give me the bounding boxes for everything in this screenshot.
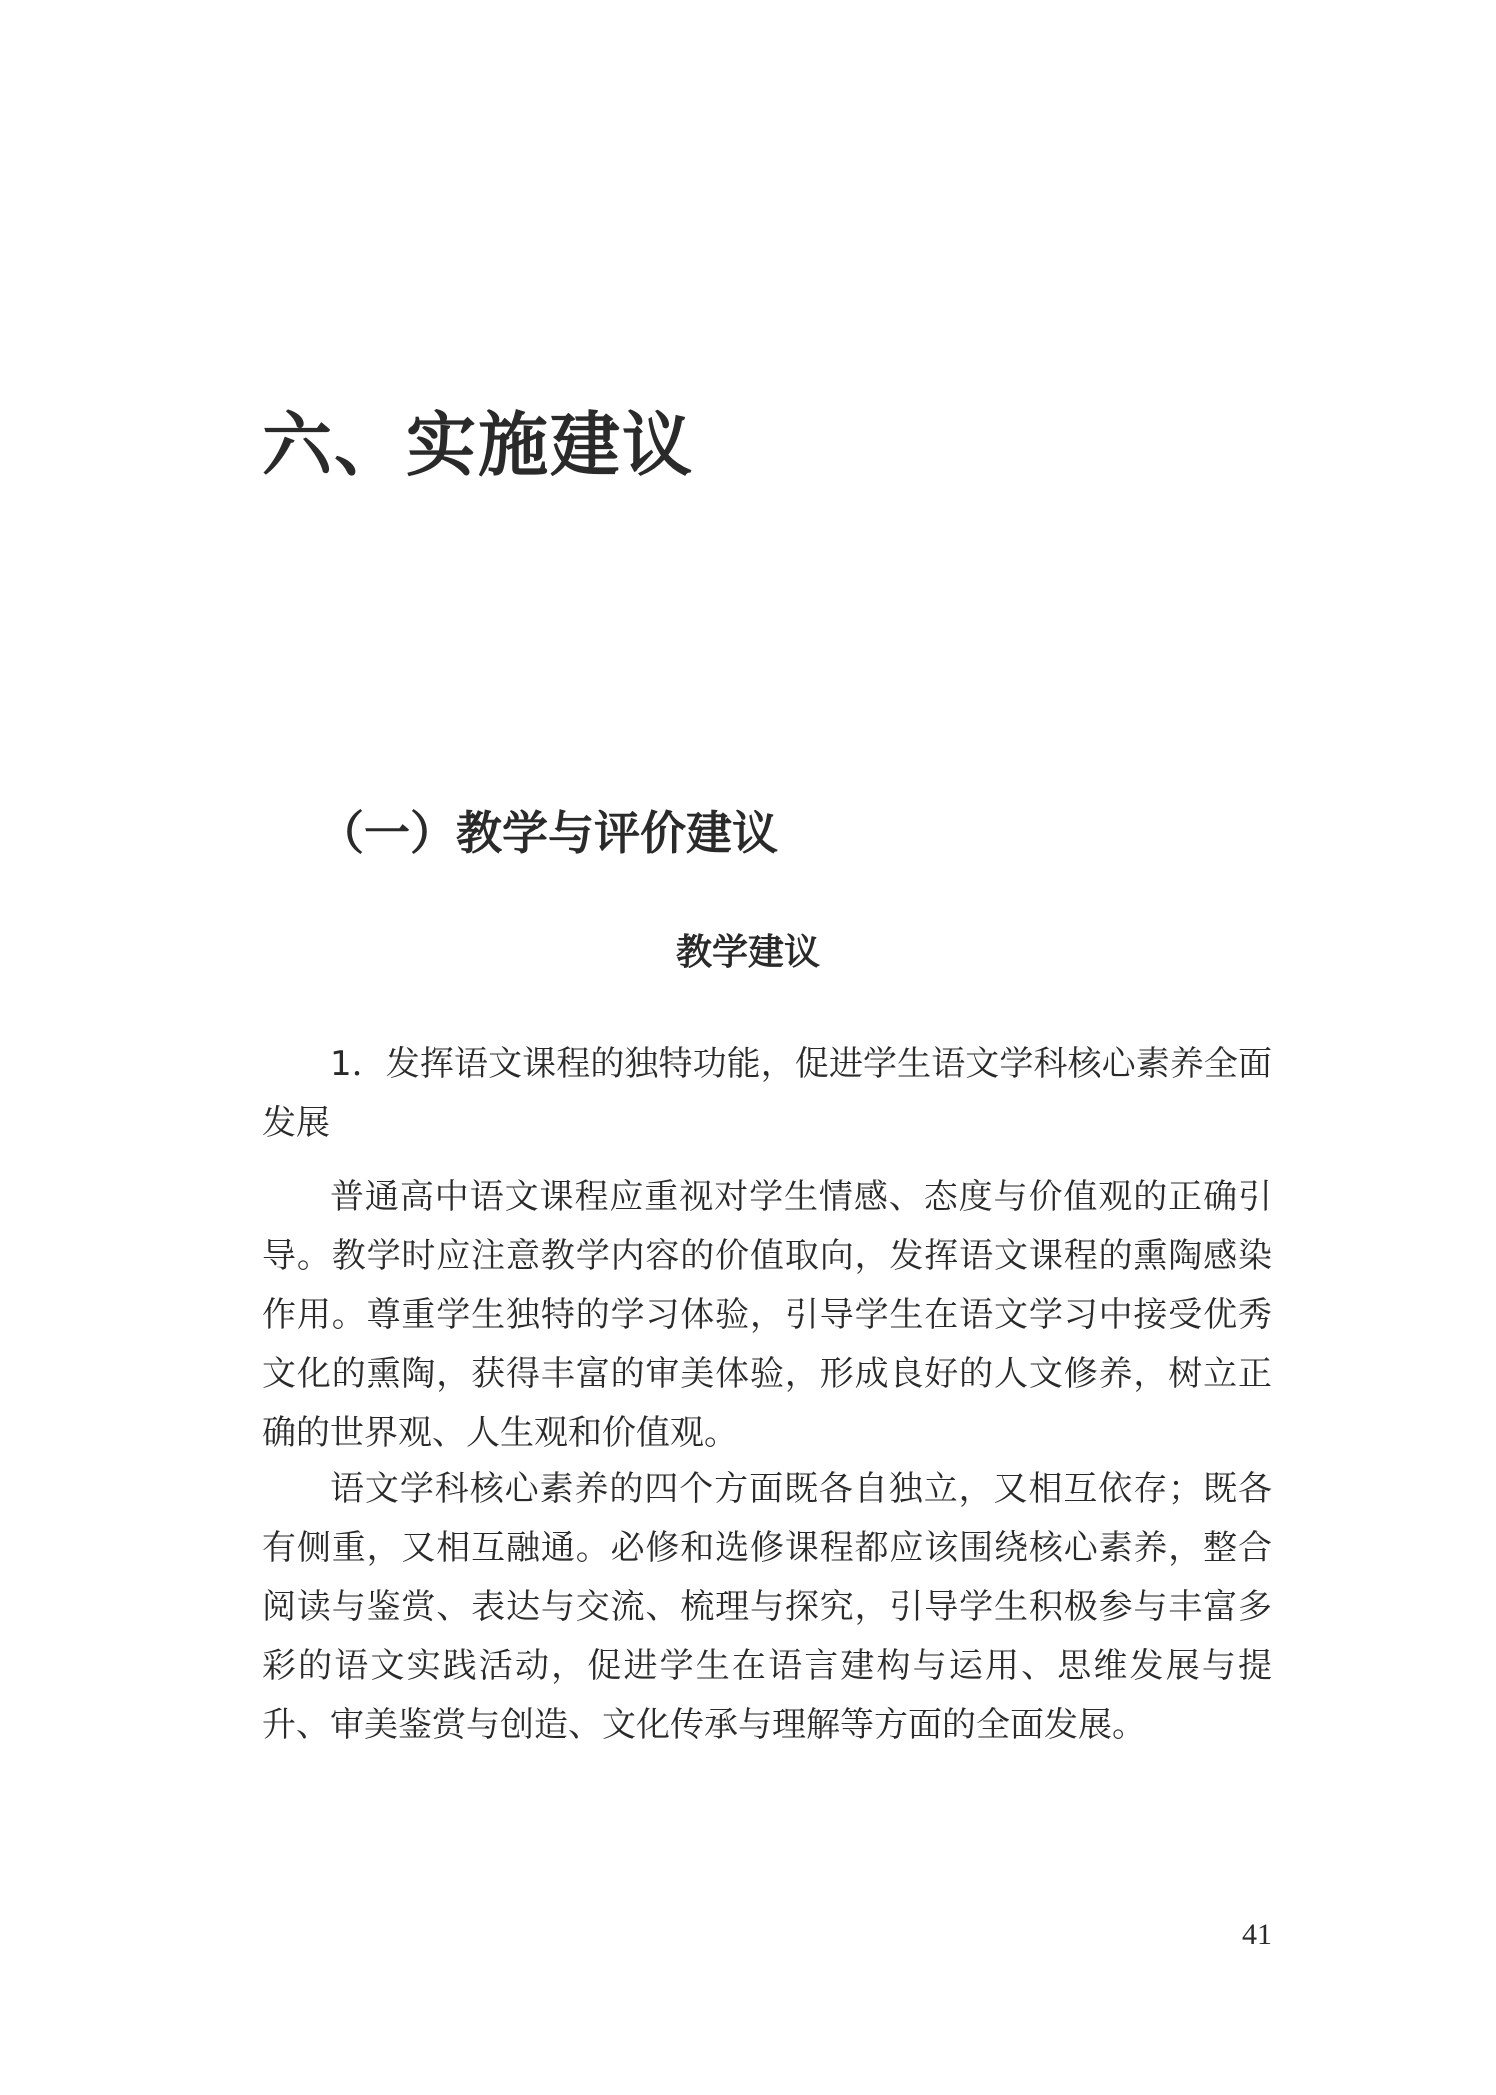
paragraph: 语文学科核心素养的四个方面既各自独立，又相互依存；既各有侧重，又相互融通。必修和选修课程都应该围绕核心素养，整合阅读与鉴赏、表达与交流、梳理与探究，引导学生积极参与丰富多彩的语文实践活动，促进学生在语言建构与运用、思维发展与提升、审美鉴赏与创造、文化传承与理解等方面的全面发展。 (262, 1469, 1272, 1745)
subsection-title: 教学建议 (675, 932, 820, 973)
section-title: （一）教学与评价建议 (318, 806, 778, 860)
page-number: 41 (1242, 1918, 1272, 1951)
point-heading: 1．发挥语文课程的独特功能，促进学生语文学科核心素养全面发展 (262, 1044, 1272, 1143)
paragraph: 普通高中语文课程应重视对学生情感、态度与价值观的正确引导。教学时应注意教学内容的价值取向，发挥语文课程的熏陶感染作用。尊重学生独特的学习体验，引导学生在语文学习中接受优秀文化的熏陶，获得丰富的审美体验，形成良好的人文修养，树立正确的世界观、人生观和价值观。 (262, 1177, 1272, 1453)
chapter-title: 六、实施建议 (262, 403, 694, 486)
